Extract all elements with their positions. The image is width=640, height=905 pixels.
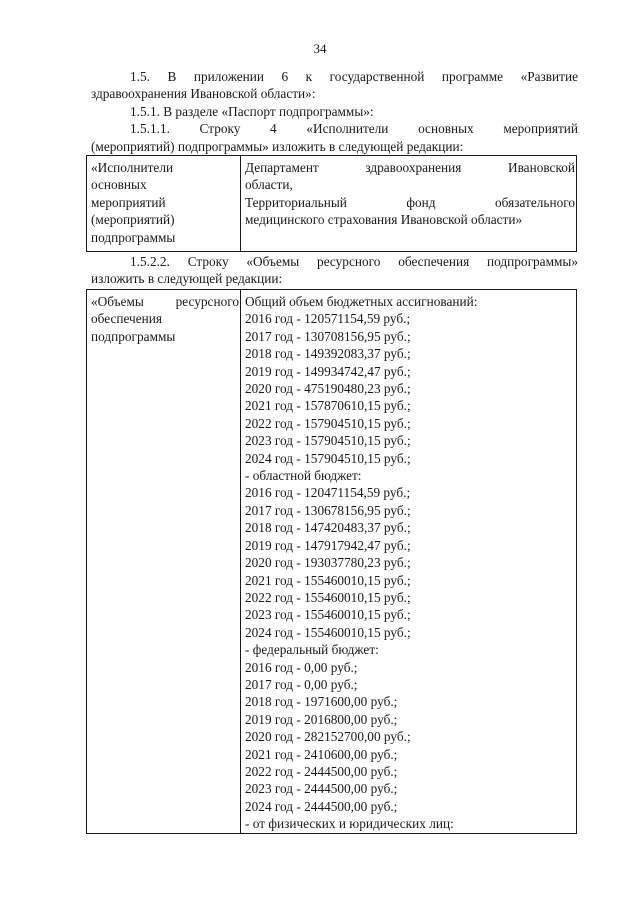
table-1-right-cell [245, 159, 575, 229]
table-1-left-border [86, 155, 87, 252]
table-2-bottom-border [86, 833, 577, 834]
table-2-right-cell [245, 293, 575, 833]
table-1-top-border [86, 155, 577, 156]
funding-line: 2020 год - 193037780,23 руб.; [245, 555, 411, 571]
funding-line: 2021 год - 2410600,00 руб.; [245, 746, 398, 762]
funding-line: 2020 год - 475190480,23 руб.; [245, 381, 411, 397]
funding-line: 2022 год - 157904510,15 руб.; [245, 415, 411, 431]
table-2-left-border [86, 289, 87, 834]
intro-paragraph [91, 68, 578, 155]
funding-line: 2016 год - 120471154,59 руб.; [245, 485, 411, 501]
table-1-left-line: «Исполнители [91, 160, 174, 175]
item-1522-line-1: 1.5.2.2. Строку «Объемы ресурсного обеспечения подпрограммы» [130, 254, 578, 269]
funding-line: 2019 год - 147917942,47 руб.; [245, 537, 411, 553]
funding-line: 2018 год - 149392083,37 руб.; [245, 346, 411, 362]
funding-line: 2021 год - 155460010,15 руб.; [245, 572, 411, 588]
funding-line: 2017 год - 130678156,95 руб.; [245, 502, 411, 518]
table-2-left-line: «Объемы ресурсного [91, 294, 239, 309]
funding-line: 2024 год - 155460010,15 руб.; [245, 624, 411, 640]
table-2-left-line: подпрограммы [91, 328, 176, 344]
table-1-divider [240, 155, 241, 252]
funding-line: 2017 год - 130708156,95 руб.; [245, 328, 411, 344]
table-1-bottom-border [86, 251, 577, 252]
intro-line-2: здравоохранения Ивановской области»: [91, 86, 316, 102]
table-1-left-line: (мероприятий) [91, 212, 175, 228]
table-1-left-cell [91, 159, 239, 246]
funding-line: 2021 год - 157870610,15 руб.; [245, 398, 411, 414]
funding-line: 2019 год - 2016800,00 руб.; [245, 711, 398, 727]
funding-line: 2016 год - 0,00 руб.; [245, 659, 358, 675]
funding-line: - федеральный бюджет: [245, 642, 379, 658]
table-1-right-line: медицинского страхования Ивановской области» [245, 212, 523, 228]
table-1-left-line: мероприятий [91, 194, 166, 210]
table-1-left-line: основных [91, 177, 147, 193]
section-heading: 1.5.1. В разделе «Паспорт подпрограммы»: [130, 103, 374, 119]
table-2-divider [240, 289, 241, 834]
table-2-left-cell [91, 293, 239, 345]
funding-line: - от физических и юридических лиц: [245, 816, 454, 832]
funding-line: 2023 год - 2444500,00 руб.; [245, 781, 398, 797]
page-number: 34 [313, 41, 327, 56]
funding-line: 2016 год - 120571154,59 руб.; [245, 311, 411, 327]
table-1-right-line: Департамент здравоохранения Ивановской [245, 160, 575, 175]
table-1-right-line: Территориальный фонд обязательного [245, 194, 575, 210]
funding-line: 2024 год - 2444500,00 руб.; [245, 798, 398, 814]
intro-line-1: 1.5. В приложении 6 к государственной программе «Развитие [130, 69, 578, 84]
funding-line: 2018 год - 147420483,37 руб.; [245, 520, 411, 536]
funding-line: 2022 год - 2444500,00 руб.; [245, 763, 398, 779]
table-1-right-border [576, 155, 577, 252]
item-1511-line-2: (мероприятий) подпрограммы» изложить в следующей редакции: [91, 138, 464, 154]
funding-line: 2020 год - 282152700,00 руб.; [245, 729, 411, 745]
funding-line: 2019 год - 149934742,47 руб.; [245, 363, 411, 379]
funding-line: 2017 год - 0,00 руб.; [245, 676, 358, 692]
table-1-left-line: подпрограммы [91, 229, 176, 245]
funding-line: - областной бюджет: [245, 468, 362, 484]
funding-line: Общий объем бюджетных ассигнований: [245, 294, 478, 309]
table-2-top-border [86, 289, 577, 290]
funding-line: 2024 год - 157904510,15 руб.; [245, 450, 411, 466]
funding-line: 2023 год - 155460010,15 руб.; [245, 607, 411, 623]
funding-line: 2018 год - 1971600,00 руб.; [245, 694, 398, 710]
funding-line: 2023 год - 157904510,15 руб.; [245, 433, 411, 449]
table-1-right-line: области, [245, 177, 293, 193]
item-1522-line-2: изложить в следующей редакции: [91, 271, 283, 287]
item-1511-line-1: 1.5.1.1. Строку 4 «Исполнители основных мероприятий [130, 121, 578, 137]
table-2-left-line: обеспечения [91, 311, 162, 327]
item-1522-paragraph [91, 253, 578, 288]
funding-line: 2022 год - 155460010,15 руб.; [245, 589, 411, 605]
table-2-right-border [576, 289, 577, 834]
